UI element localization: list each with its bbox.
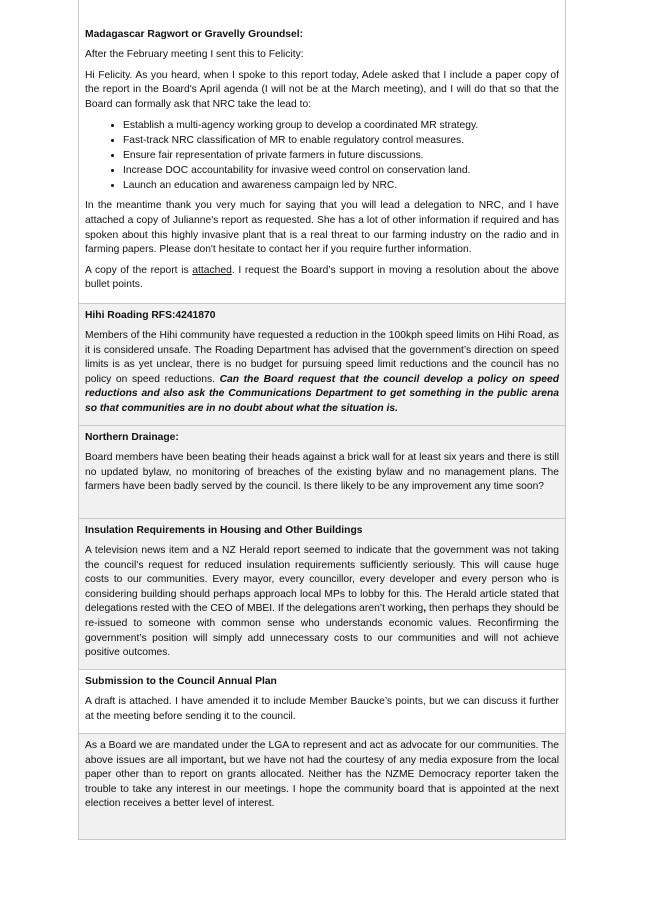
text: Members of the Hihi community have requested a reduction in the 100kph speed limits on Hihi Road, as it is considered unsafe. The Roading Department has advised that the government’s direction on speed limits is as yet unclear, there is no budget for pursuing speed limit reductions and the council has no policy on speed reductions. — [85, 330, 559, 385]
list-item: • Establish a multi-agency working group to develop a coordinated MR strategy. — [123, 118, 559, 133]
section-annual-plan — [79, 670, 565, 734]
document-page — [78, 0, 566, 840]
paragraph: Hi Felicity. As you heard, when I spoke to this report today, Adele asked that I include a paper copy of the report in the Board's April agenda (I will not be at the March meeting), and I will do that so that the Board can formally ask that NRC take the lead to: — [85, 69, 559, 110]
section-northern-drainage — [79, 426, 565, 519]
section-hihi-roading — [79, 304, 565, 426]
list-item: • Ensure fair representation of private farmers in future discussions. — [123, 148, 559, 163]
emphasis-text: Can the Board request that the council develop a policy on speed reductions and also ask the Communications Department to get something in the public arena so that communities are in no doubt about what the situation is. — [85, 373, 559, 414]
section-heading: Northern Drainage: — [85, 432, 179, 443]
list-item: • Launch an education and awareness campaign led by NRC. — [123, 178, 559, 193]
text: , — [223, 754, 227, 766]
section-heading: Madagascar Ragwort or Gravelly Groundsel: — [85, 29, 304, 40]
section-heading: Submission to the Council Annual Plan — [85, 676, 277, 687]
list-item: • Fast-track NRC classification of MR to enable regulatory control measures. — [123, 133, 559, 148]
section-ragwort — [79, 0, 565, 304]
text: then perhaps they should be re-issued to someone with common sense who understands economic values. Reconfirming the government’s position will simply add unnecessary costs to our communities and will not achieve positive outcomes. — [85, 603, 559, 659]
paragraph: In the meantime thank you very much for saying that you will lead a delegation to NRC, and I have attached a copy of Julianne's report as requested. She has a lot of other information if required and has spoken about this highly invasive plant that is a real threat to our farming industry on the radio and in farming papers. Please don't hesitate to contact her if you require further information. — [85, 200, 559, 256]
text: but we have not had the courtesy of any media exposure from the local paper other than to report on grants allocated. Neither has the NZME Democracy reporter taken the trouble to take any interest in our meetings. I hope the community board that is appointed at the next election receives a better level of interest. — [85, 754, 559, 810]
section-heading: Hihi Roading RFS:4241870 — [85, 310, 216, 321]
paragraph: Board members have been beating their heads against a brick wall for at least six years and there is still no updated bylaw, no monitoring of breaches of the existing bylaw and no management plans. The farmers have been badly served by the council. Is there likely to be any improvement any time soon? — [85, 452, 559, 493]
section-heading: Insulation Requirements in Housing and Other Buildings — [85, 525, 363, 536]
section-closing — [79, 734, 565, 839]
paragraph: After the February meeting I sent this to Felicity: — [85, 49, 304, 60]
paragraph — [85, 544, 559, 661]
attached-link[interactable]: attached — [192, 264, 232, 276]
paragraph — [85, 329, 559, 417]
paragraph: A draft is attached. I have amended it to include Member Baucke’s points, but we can discuss it further at the meeting before sending it to the council. — [85, 696, 559, 722]
bullet-list — [85, 118, 559, 193]
text: As a Board we are mandated under the LGA to represent and act as advocate for our communities. The above issues are all important — [85, 740, 559, 766]
text: A copy of the report is — [85, 264, 193, 276]
paragraph — [85, 264, 559, 293]
text: . I request the Board’s support in moving a resolution about the above bullet points. — [85, 264, 559, 291]
text: A television news item and a NZ Herald report seemed to indicate that the government was not taking the council’s request for reduced insulation requirements sufficiently seriously. This will cause huge costs to our communities. Every mayor, every councillor, every developer and every person who is considering building should perhaps approach local MPs to lobby for this. The Herald article stated that delegations rested with the CEO of MBEI. If the delegations aren’t working — [85, 545, 559, 615]
paragraph — [85, 739, 559, 812]
text: , — [423, 603, 427, 615]
section-insulation — [79, 519, 565, 670]
list-item: • Increase DOC accountability for invasive weed control on conservation land. — [123, 163, 559, 178]
